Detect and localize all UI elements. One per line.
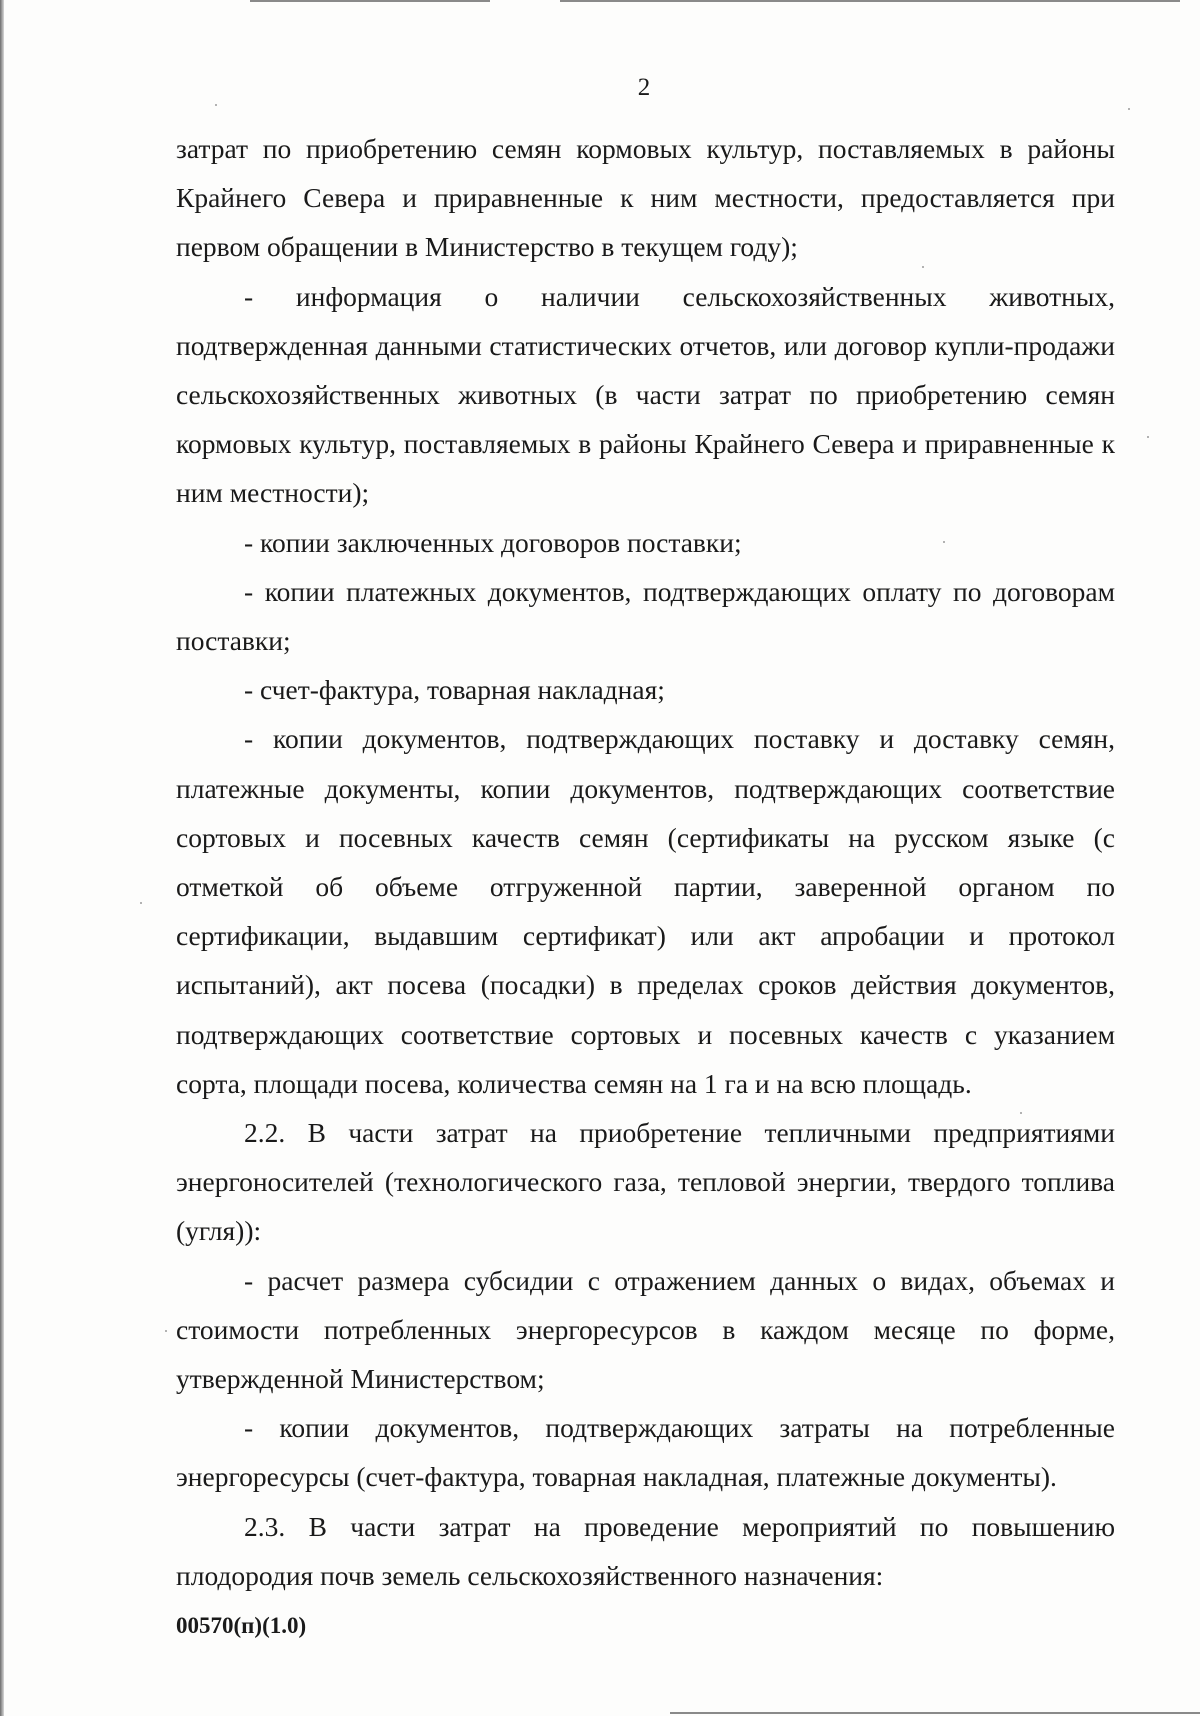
scan-artifact-line <box>560 0 1180 2</box>
paragraph-seed-documents: - копии документов, подтверждающих поставку и доставку семян, платежные документы, копии документов, подтверждающих соответствие сортовых и посевных качеств семян (сертификаты на русском языке (с отметкой об объеме отгруженной партии, заверенной органом по сертификации, выдавшим сертификат) или акт апробации и протокол испытаний), акт посева (посадки) в пределах сроков действия документов, подтверждающих соответствие сортовых и посевных качеств с указанием сорта, площади посева, количества семян на 1 га и на всю площадь. <box>176 723 1115 1099</box>
scan-artifact-line <box>670 1712 1200 1714</box>
paragraph-section-2-3: 2.3. В части затрат на проведение мероприятий по повышению плодородия почв земель сельскохозяйственного назначения: <box>176 1510 1115 1591</box>
paragraph-energy-documents: - копии документов, подтверждающих затраты на потребленные энергоресурсы (счет-фактура, товарная накладная, платежные документы). <box>176 1412 1115 1493</box>
paragraph-subsidy-calculation: - расчет размера субсидии с отражением данных о видах, объемах и стоимости потребленных энергоресурсов в каждом месяце по форме, утвержденной Министерством; <box>176 1264 1115 1395</box>
scan-edge <box>0 0 4 1716</box>
scan-speck <box>215 104 217 106</box>
paragraph-section-2-2: 2.2. В части затрат на приобретение тепличными предприятиями энергоносителей (технологического газа, тепловой энергии, твердого топлива (угля)): <box>176 1117 1115 1247</box>
document-code: 00570(п)(1.0) <box>176 1613 307 1638</box>
paragraph-invoice: - счет-фактура, товарная накладная; <box>244 674 665 706</box>
paragraph-supply-contracts: - копии заключенных договоров поставки; <box>244 526 742 558</box>
document-body <box>176 124 1115 1600</box>
page-number: 2 <box>637 74 651 101</box>
paragraph-payment-documents: - копии платежных документов, подтверждающих оплату по договорам поставки; <box>176 575 1115 657</box>
scan-speck <box>140 902 142 904</box>
scan-artifact-line <box>250 0 490 2</box>
paragraph-continuation: затрат по приобретению семян кормовых культур, поставляемых в районы Крайнего Севера и приравненные к ним местности, предоставляется при первом обращении в Министерство в текущем году); <box>176 133 1115 263</box>
paragraph-livestock-info: - информация о наличии сельскохозяйственных животных, подтвержденная данными статистических отчетов, или договор купли-продажи сельскохозяйственных животных (в части затрат по приобретению семян кормовых культур, поставляемых в районы Крайнего Севера и приравненные к ним местности); <box>176 280 1115 509</box>
scan-speck <box>165 1330 167 1332</box>
scan-speck <box>1147 436 1149 438</box>
scan-speck <box>1128 108 1130 110</box>
